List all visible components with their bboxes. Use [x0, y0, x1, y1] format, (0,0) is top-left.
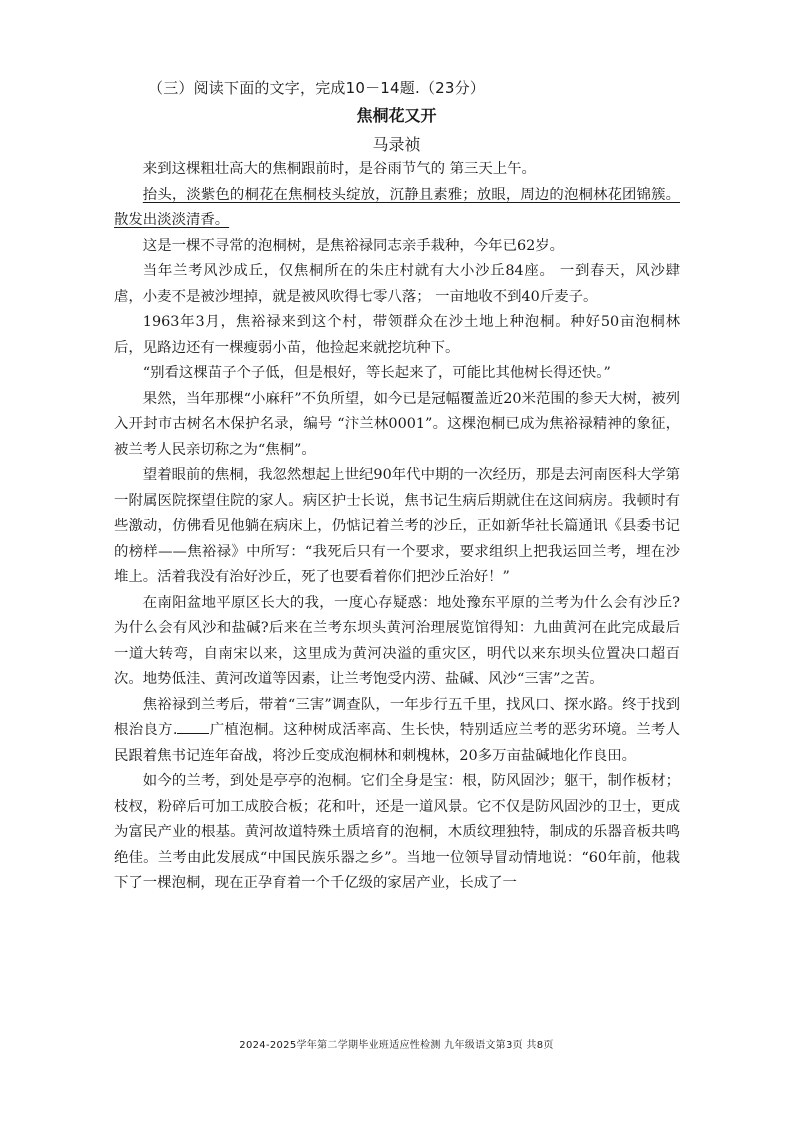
paragraph: 1963年3月，焦裕禄来到这个村，带领群众在沙土地上种泡桐。种好50亩泡桐林后，见路边还有一棵瘦弱小苗，他捡起来就挖坑种下。 [114, 314, 680, 356]
paragraph: 这是一棵不寻常的泡桐树，是焦裕禄同志亲手栽种，今年已62岁。 [142, 237, 565, 254]
underlined-text: 抬头，淡紫色的桐花在焦桐枝头绽放，沉静且素雅；放眼，周边的泡桐林花团锦簇。散发出淡淡清香。 [114, 186, 680, 228]
paragraph: 当年兰考风沙成丘，仅焦桐所在的朱庄村就有大小沙丘84座。 一到春天，风沙肆虐，小麦不是被沙埋掉，就是被风吹得七零八落； 一亩地收不到40斤麦子。 [114, 263, 680, 305]
section-heading: （三）阅读下面的文字，完成10－14题.（23分） [148, 79, 486, 97]
fill-in-blank [177, 719, 209, 734]
article-title: 焦桐花又开 [356, 106, 437, 125]
article-author: 马录祯 [372, 135, 421, 154]
paragraph-with-blank [114, 693, 680, 770]
paragraph: 如今的兰考，到处是亭亭的泡桐。它们全身是宝：根，防风固沙；躯干，制作板材；枝杈，粉碎后可加工成胶合板；花和叶，还是一道风景。它不仅是防风固沙的卫士，更成为富民产业的根基。黄河故道特殊土质培育的泡桐，木质纹理独特，制成的乐器音板共鸣绝佳。兰考由此发展成“中国民族乐器之乡”。当地一位领导冒动情地说：“60年前，他栽下了一棵泡桐，现在正孕育着一个千亿级的家居产业，长成了一 [114, 773, 680, 891]
page-footer: 2024-2025学年第二学期毕业班适应性检测 九年级语文第3页 共8页 [239, 1040, 554, 1051]
paragraph: 望着眼前的焦桐，我忽然想起上世纪90年代中期的一次经历，那是去河南医科大学第一附属医院探望住院的家人。病区护士长说，焦书记生病后期就住在这间病房。我顿时有些激动，仿佛看见他躺在病床上，仍惦记着兰考的沙丘，正如新华社长篇通讯《县委书记的榜样——焦裕禄》中所写：“我死后只有一个要求，要求组织上把我运回兰考，埋在沙堆上。活着我没有治好沙丘，死了也要看着你们把沙丘治好！” [114, 467, 680, 585]
paragraph-part: 广植泡桐。这种树成活率高、生长快，特别适应兰考的恶劣环境。兰考人民跟着焦书记连年奋战，将沙丘变成泡桐林和刺槐林，20多万亩盐碱地化作良田。 [114, 722, 680, 764]
paragraph: “别看这棵苗子个子低，但是根好，等长起来了，可能比其他树长得还快。” [142, 365, 611, 381]
paragraph: 果然，当年那棵“小麻秆”不负所望，如今已是冠幅覆盖近20米范围的参天大树，被列入开封市古树名木保护名录，编号 “汴兰林0001”。这棵泡桐已成为焦裕禄精神的象征，被兰考人民亲切称之为“焦桐”。 [114, 390, 680, 458]
paragraph: 来到这棵粗壮高大的焦桐跟前时，是谷雨节气的 第三天上午。 [142, 161, 536, 177]
paragraph-part: 焦裕禄到兰考后，带着“三害”调查队，一年步行五千里，找风口、探水路。终于找到根治良方. [114, 696, 680, 738]
paragraph-underlined [114, 183, 680, 234]
paragraph: 在南阳盆地平原区长大的我，一度心存疑惑：地处豫东平原的兰考为什么会有沙丘?为什么会有风沙和盐碱?后来在兰考东坝头黄河治理展览馆得知：九曲黄河在此完成最后一道大转弯，自南宋以来，这里成为黄河决溢的重灾区，明代以来东坝头位置决口超百次。地势低洼、黄河改道等因素，让兰考饱受内涝、盐碱、风沙“三害”之苦。 [114, 594, 680, 687]
article-body [114, 157, 680, 897]
